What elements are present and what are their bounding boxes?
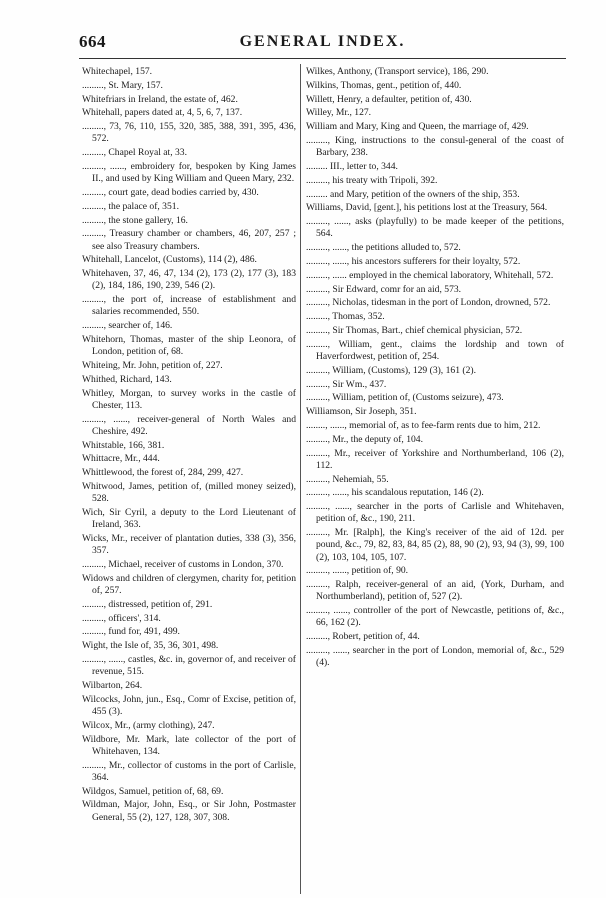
index-entry: ........., King, instructions to the consul-general of the coast of Barbary, 238.: [306, 134, 564, 159]
index-entry: ........., Nehemiah, 55.: [306, 473, 389, 485]
index-entry: ........., Robert, petition of, 44.: [306, 631, 420, 643]
index-entry: ........., ......, petition of, 90.: [306, 565, 409, 577]
page-title: GENERAL INDEX.: [239, 33, 406, 50]
index-entry: ........., Nicholas, tidesman in the port of London, drowned, 572.: [306, 297, 551, 309]
index-entry: Wilcox, Mr., (army clothing), 247.: [82, 719, 215, 731]
index-entry: Wildman, Major, John, Esq., or Sir John, Postmaster General, 55 (2), 127, 128, 307, 308.: [82, 799, 296, 823]
index-entry: Williamson, Sir Joseph, 351.: [306, 406, 417, 418]
index-entry: Whitechapel, 157.: [82, 66, 153, 77]
index-entry: Whittacre, Mr., 444.: [82, 453, 160, 465]
index-entry: ........., ......, receiver-general of North Wales and Cheshire, 492.: [82, 413, 296, 437]
index-entry: Wight, the Isle of, 35, 36, 301, 498.: [82, 640, 219, 652]
index-entry: ........., the port of, increase of establishment and salaries recommended, 550.: [82, 294, 296, 318]
index-entry: Whittlewood, the forest of, 284, 299, 427.: [82, 467, 244, 479]
index-entry: Whitehall, papers dated at, 4, 5, 6, 7, 137.: [82, 107, 243, 119]
column-divider: [300, 64, 301, 894]
index-entry: Wich, Sir Cyril, a deputy to the Lord Lieutenant of Ireland, 363.: [82, 506, 296, 531]
index-entry: ........., Thomas, 352.: [306, 311, 385, 323]
index-entry: Wilcocks, John, jun., Esq., Comr of Excise, petition of, 455 (3).: [82, 693, 296, 717]
index-entry: ........., Mr., the deputy of, 104.: [306, 433, 423, 445]
index-entry: ........., Sir Edward, comr for an aid, 573.: [306, 283, 462, 295]
index-entry: Wilbarton, 264.: [82, 679, 143, 691]
index-entry: ........., ......, embroidery for, bespoken by King James II., and used by King William and Queen Mary, 232.: [82, 160, 296, 185]
index-entry: ........., ......, the petitions alluded to, 572.: [306, 242, 461, 254]
index-entry: ........., Ralph, receiver-general of an aid, (York, Durham, and Northumberland), petition of, 527 (2).: [306, 579, 564, 603]
index-entry: ........., ......, controller of the port of Newcastle, petitions of, &c., 66, 162 (2).: [306, 605, 564, 629]
index-entry: ........., distressed, petition of, 291.: [82, 598, 213, 610]
index-entry: ........., ......, his scandalous reputation, 146 (2).: [306, 487, 484, 499]
index-entry: ........., Chapel Royal at, 33.: [82, 147, 187, 159]
index-entry: Whitehorn, Thomas, master of the ship Leonora, of London, petition of, 68.: [82, 333, 296, 358]
page-number: 664: [79, 32, 106, 51]
index-entry: Whitehaven, 37, 46, 47, 134 (2), 173 (2), 177 (3), 183 (2), 184, 186, 190, 239, 546 (2).: [82, 268, 296, 292]
index-entry: Wicks, Mr., receiver of plantation duties, 338 (3), 356, 357.: [82, 532, 296, 557]
index-entry: ........., ......, castles, &c. in, governor of, and receiver of revenue, 515.: [82, 653, 296, 678]
index-column-left: [82, 66, 296, 825]
index-entry: Willey, Mr., 127.: [306, 107, 372, 119]
index-entry: ........., the stone gallery, 16.: [82, 214, 188, 226]
index-entry: ........., fund for, 491, 499.: [82, 626, 180, 638]
index-entry: ........., the palace of, 351.: [82, 200, 179, 212]
index-entry: William and Mary, King and Queen, the marriage of, 429.: [306, 121, 529, 133]
index-entry: ......... III., letter to, 344.: [306, 160, 398, 172]
index-entry: ........., ...... employed in the chemical laboratory, Whitehall, 572.: [306, 269, 554, 281]
index-entry: ........., Treasury chamber or chambers, 46, 207, 257 ; see also Treasury chambers.: [82, 228, 296, 252]
index-entry: ........., 73, 76, 110, 155, 320, 385, 388, 391, 395, 436, 572.: [82, 121, 296, 145]
index-entry: ........., ......, asks (playfully) to be made keeper of the petitions, 564.: [306, 216, 564, 240]
index-entry: Wildbore, Mr. Mark, late collector of the port of Whitehaven, 134.: [82, 733, 296, 757]
index-entry: Wilkins, Thomas, gent., petition of, 440.: [306, 79, 462, 91]
index-entry: ........., ......, searcher in the port of London, memorial of, &c., 529 (4).: [306, 644, 564, 669]
index-entry: ........., officers', 314.: [82, 612, 161, 624]
header-rule: [79, 58, 566, 59]
index-entry: ........., William, gent., claims the lordship and town of Haverfordwest, petition of, 254.: [306, 338, 564, 362]
index-entry: ........., Mr., receiver of Yorkshire and Northumberland, 106 (2), 112.: [306, 447, 564, 471]
index-entry: ........., court gate, dead bodies carried by, 430.: [82, 186, 259, 198]
index-entry: Widows and children of clergymen, charity for, petition of, 257.: [82, 572, 296, 596]
page-header: [79, 32, 566, 56]
index-entry: Whitwood, James, petition of, (milled money seized), 528.: [82, 480, 296, 505]
index-entry: Whitefriars in Ireland, the estate of, 462.: [82, 93, 238, 105]
index-entry: Whithed, Richard, 143.: [82, 373, 172, 385]
index-entry: ........., ......, his ancestors sufferers for their loyalty, 572.: [306, 255, 521, 267]
index-entry: ........., William, petition of, (Customs seizure), 473.: [306, 392, 504, 404]
index-entry: ........., searcher of, 146.: [82, 320, 173, 332]
index-entry: ........., ......, searcher in the ports of Carlisle and Whitehaven, petition of, &c., 190, 211.: [306, 501, 564, 525]
index-entry: ........., Mr. [Ralph], the King's receiver of the aid of 12d. per pound, &c., 79, 82, 83, 84, 85 (2), 88, 90 (2), 93, 94 (3), 99, 100 (2), 103, 104, 105, 107.: [306, 527, 564, 563]
index-entry: ........., Sir Wm., 437.: [306, 378, 387, 390]
index-entry: ........, ......, memorial of, as to fee-farm rents due to him, 212.: [306, 419, 541, 431]
index-entry: ........., Mr., collector of customs in the port of Carlisle, 364.: [82, 759, 296, 783]
index-entry: ........., Sir Thomas, Bart., chief chemical physician, 572.: [306, 324, 523, 336]
index-entry: Whiteing, Mr. John, petition of, 227.: [82, 359, 223, 371]
index-entry: ......... and Mary, petition of the owners of the ship, 353.: [306, 188, 520, 200]
index-column-right: [306, 66, 564, 671]
index-entry: Wilkes, Anthony, (Transport service), 186, 290.: [306, 66, 489, 77]
index-entry: Whitley, Morgan, to survey works in the castle of Chester, 113.: [82, 387, 296, 411]
index-entry: ........., St. Mary, 157.: [82, 79, 163, 91]
index-entry: Whitstable, 166, 381.: [82, 439, 165, 451]
index-entry: ........., Michael, receiver of customs in London, 370.: [82, 558, 284, 570]
index-entry: Whitehall, Lancelot, (Customs), 114 (2), 486.: [82, 254, 257, 266]
index-entry: Williams, David, [gent.], his petitions lost at the Treasury, 564.: [306, 202, 548, 214]
index-entry: ........., William, (Customs), 129 (3), 161 (2).: [306, 364, 476, 376]
index-entry: ........., his treaty with Tripoli, 392.: [306, 174, 438, 186]
index-entry: Wildgos, Samuel, petition of, 68, 69.: [82, 785, 224, 797]
index-entry: Willett, Henry, a defaulter, petition of, 430.: [306, 93, 472, 105]
